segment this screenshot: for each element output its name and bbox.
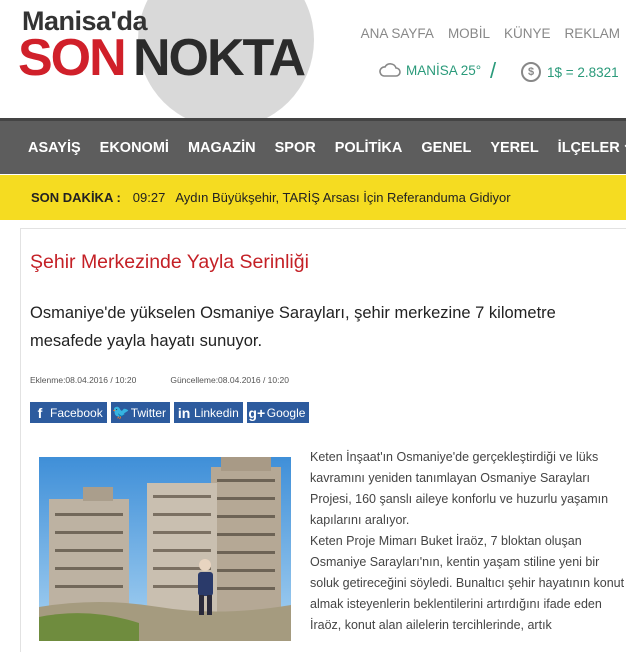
article-body xyxy=(310,447,626,636)
divider-slash: / xyxy=(490,58,497,83)
main-navigation xyxy=(0,118,626,174)
share-linkedin-label: Linkedin xyxy=(194,405,239,420)
topnav-ana-sayfa[interactable]: ANA SAYFA xyxy=(360,26,434,41)
currency-text: 1$ = 2.8321 xyxy=(547,64,619,80)
logo-nokta-text[interactable]: NOKTA xyxy=(133,29,305,87)
cloud-icon xyxy=(378,62,402,78)
twitter-icon: 🐦 xyxy=(111,404,130,420)
logo-top-text[interactable]: Manisa'da xyxy=(22,6,147,36)
article-lead: Osmaniye'de yükselen Osmaniye Sarayları, şehir merkezine 7 kilometre mesafede yayla hayatı sunuyor. xyxy=(30,304,556,350)
weather-widget xyxy=(378,62,481,78)
top-navigation xyxy=(361,26,620,41)
share-google-label: Google xyxy=(266,405,306,420)
breaking-headline[interactable]: Aydın Büyükşehir, TARİŞ Arsası İçin Referanduma Gidiyor xyxy=(175,190,511,205)
nav-ilceler[interactable] xyxy=(558,140,626,156)
dollar-icon: $ xyxy=(521,62,541,82)
updated-date: Güncelleme:08.04.2016 / 10:20 xyxy=(170,375,289,385)
share-google-button[interactable] xyxy=(247,402,310,423)
nav-ekonomi[interactable]: EKONOMİ xyxy=(99,139,169,156)
share-twitter-label: Twitter xyxy=(130,405,167,420)
share-facebook-label: Facebook xyxy=(50,405,103,420)
breaking-news-bar xyxy=(0,175,626,220)
topnav-mobil[interactable]: MOBİL xyxy=(447,26,490,41)
nav-genel[interactable]: GENEL xyxy=(421,139,472,156)
article-paragraph: Keten Proje Mimarı Buket İraöz, 7 bloktan oluşan Osmaniye Sarayları'nın, kentin yaşam stiline yeni bir soluk getireceğini söyledi. Bunaltıcı şehir hayatının konut almak isteyenlerin beklentilerini artırdığını ifade eden İraöz, konut alan ailelerin tercihlerinde, artık xyxy=(310,534,625,632)
breaking-label: SON DAKİKA : xyxy=(31,190,121,205)
nav-spor[interactable]: SPOR xyxy=(274,139,316,156)
logo-son-text[interactable]: SON xyxy=(18,29,125,87)
article-paragraph: Keten İnşaat'ın Osmaniye'de gerçekleştirdiği ve lüks kavramını yeniden tanımlayan Osmaniye Sarayları Projesi, 160 şanslı aileye konforlu ve huzurlu yaşamın kapılarını aralıyor. xyxy=(310,450,609,527)
share-linkedin-button[interactable] xyxy=(174,402,243,423)
created-date: Eklenme:08.04.2016 / 10:20 xyxy=(30,375,137,385)
nav-yerel[interactable]: YEREL xyxy=(490,139,539,156)
share-buttons xyxy=(30,402,309,423)
article-title: Şehir Merkezinde Yayla Serinliği xyxy=(30,251,309,273)
topnav-kunye[interactable]: KÜNYE xyxy=(503,26,551,41)
article-photo xyxy=(39,457,291,641)
nav-ilceler-label: İLÇELER xyxy=(557,139,620,156)
nav-magazin[interactable]: MAGAZİN xyxy=(187,139,256,156)
article-dates xyxy=(30,375,289,385)
topnav-reklam[interactable]: REKLAM xyxy=(564,26,620,41)
article xyxy=(20,228,626,652)
site-header xyxy=(0,0,626,118)
breaking-time: 09:27 xyxy=(132,190,166,205)
google-plus-icon: g+ xyxy=(248,404,266,421)
weather-text: MANİSA 25° xyxy=(406,62,482,78)
nav-politika[interactable]: POLİTİKA xyxy=(334,139,403,156)
currency-widget xyxy=(521,62,619,82)
linkedin-icon: in xyxy=(177,404,191,421)
share-twitter-button[interactable] xyxy=(111,402,170,423)
facebook-icon: f xyxy=(37,404,43,421)
nav-asayis[interactable]: ASAYİŞ xyxy=(28,139,81,156)
share-facebook-button[interactable] xyxy=(30,402,107,423)
